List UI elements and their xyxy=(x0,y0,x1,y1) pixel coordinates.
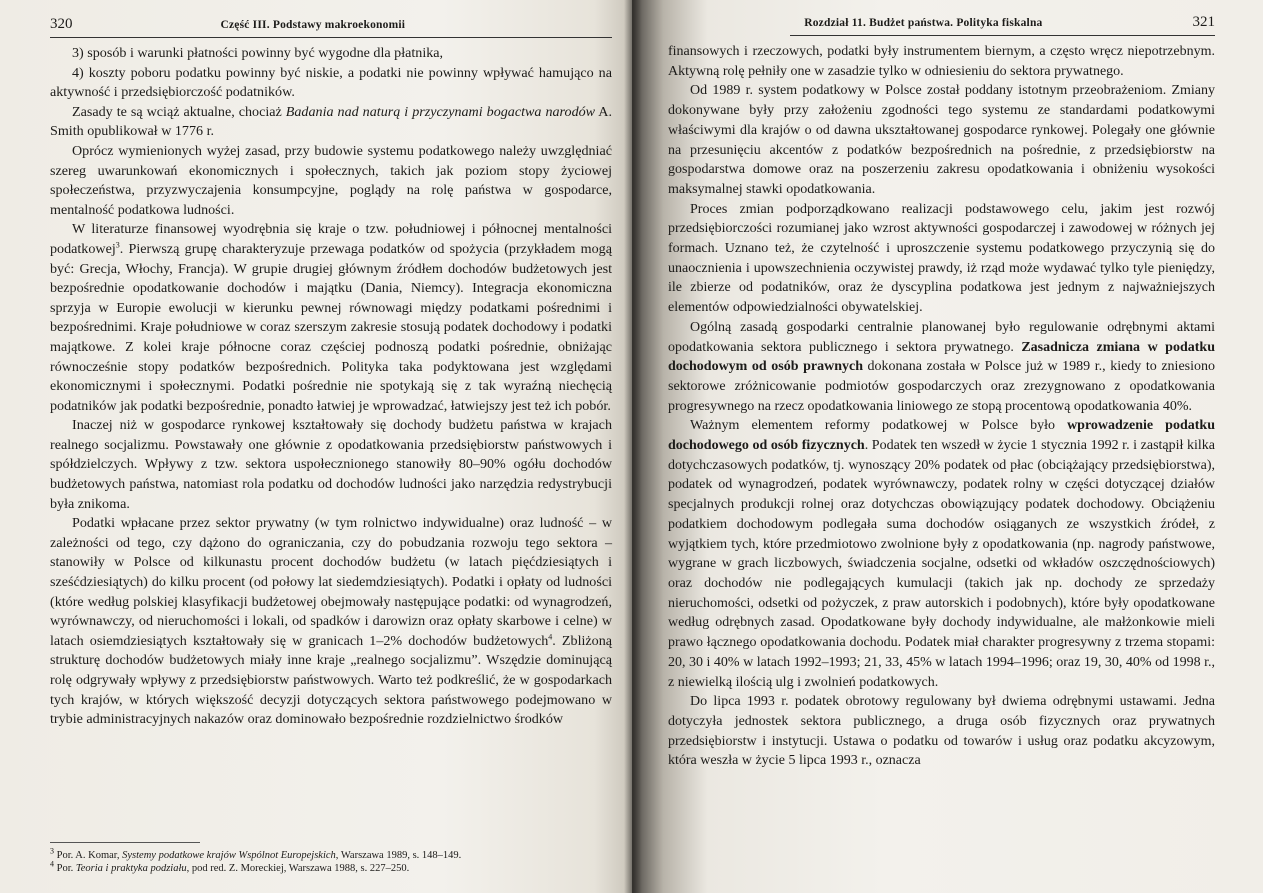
paragraph xyxy=(50,142,612,220)
right-running-title: Rozdział 11. Budżet państwa. Polityka fiskalna xyxy=(804,17,1043,29)
bold-term: Zasadnicza zmiana w podatku dochodowym od osób prawnych xyxy=(668,339,1215,375)
italic-title: Systemy podatkowe krajów Wspólnot Europejskich xyxy=(122,850,336,861)
footnote-rule xyxy=(50,842,200,843)
text-run: , pod red. Z. Moreckiej, Warszawa 1988, s. 227–250. xyxy=(186,863,410,874)
text-run: . Zbliżoną strukturę dochodów budżetowych miały inne kraje „realnego socjalizmu”. Wszędzie dominującą rolę odgrywały wpływy z przedsiębiorstw państwowych. Warto też podkreślić, że w gospodarkach tych krajów, w których większość decyzji dotyczących sektora państwowego podejmowano w trybie administracyjnych nakazów oraz dominowało bezpośrednie rozdzielnictwo środków xyxy=(50,632,613,728)
text-run: Zasady te są wciąż aktualne, chociaż xyxy=(72,103,286,120)
text-run: A. Smith opublikował w 1776 r. xyxy=(50,103,612,140)
footnote-marker: 3 xyxy=(50,846,54,856)
paragraph xyxy=(50,103,612,142)
footnote xyxy=(50,846,612,862)
paragraph xyxy=(668,200,1215,318)
left-running-title: Część III. Podstawy makroekonomii xyxy=(220,19,406,31)
text-run: 3) sposób i warunki płatności powinny być wygodne dla płatnika, xyxy=(72,45,444,61)
left-body-text xyxy=(50,44,612,730)
right-body-text xyxy=(650,42,1215,771)
right-page-number: 321 xyxy=(1192,14,1215,30)
text-run: , Warszawa 1989, s. 148–149. xyxy=(335,850,462,861)
text-run: finansowych i rzeczowych, podatki były instrumentem biernym, a często wręcz niepotrzebnym. Aktywną rolę pełniły one w zasadzie tylko w odniesieniu do sektora prywatnego. xyxy=(668,44,1215,79)
paragraph xyxy=(50,416,612,514)
left-running-head xyxy=(50,16,612,38)
right-running-head xyxy=(790,14,1215,36)
text-run: Ważnym elementem reformy podatkowej w Polsce było xyxy=(690,418,1068,434)
paragraph xyxy=(50,44,612,64)
bold-term: wprowadzenie podatku dochodowego od osób fizycznych xyxy=(668,418,1215,454)
footnote-list xyxy=(50,846,612,875)
right-page xyxy=(632,0,1263,893)
paragraph xyxy=(668,42,1215,81)
text-run: Do lipca 1993 r. podatek obrotowy regulowany był dwiema odrębnymi ustawami. Jedna dotyczyła jednostek sektora publicznego, a druga osób fizycznych oraz prywatnych przedsiębiorstw i instytucji. Ustawa o podatku od towarów i usług oraz podatku akcyzowym, która weszła w życie 5 lipca 1993 r., oznacza xyxy=(668,694,1215,769)
paragraph xyxy=(50,514,612,730)
text-run: Por. xyxy=(54,863,76,874)
italic-title: Teoria i praktyka podziału xyxy=(75,863,187,874)
text-run: dokonana została w Polsce już w 1989 r., kiedy to zniesiono sektorowe zróżnicowanie podmiotów gospodarczych oraz zrezygnowano z opodatkowania progresywnego na rzecz opodatkowania liniowego ze stopą procentową opodatkowania 40%. xyxy=(668,359,1215,414)
footnote-marker: 3 xyxy=(115,240,120,250)
italic-title: Badania nad naturą i przyczynami bogactwa narodów xyxy=(285,103,596,120)
text-run: Oprócz wymienionych wyżej zasad, przy budowie systemu podatkowego należy uwzględniać szereg uwarunkowań ekonomicznych i społecznych, takich jak poziom stopy życiowej społeczeństwa, przyzwyczajenia konsumpcyjne, poglądy na rolę państwa w gospodarce, mentalność podatkowa ludności. xyxy=(50,142,612,218)
text-run: . Podatek ten wszedł w życie 1 stycznia 1992 r. i zastąpił kilka dotychczasowych podatków, tj. wynoszący 20% podatek od płac (obciążający przedsiębiorstwa), podatek od wynagrodzeń, podatek wyrównawczy, podatek rolny w części dotyczącej działów specjalnych produkcji rolnej oraz dotychczas obowiązujący podatek dochodowy. Obciążeniu podatkiem dochodowym podlegała suma dochodów osiąganych ze wszystkich źródeł, z wyjątkiem tych, które przedmiotowo zwolnione były z opodatkowania (np. nagrody państwowe, wygrane w grach liczbowych, świadczenia socjalne, odsetki od wkładów oszczędnościowych) oraz dochodów nie podlegających kumulacji (takich jak np. dochody ze sprzedaży nieruchomości, odsetki od pożyczek, z praw autorskich i podobnych), które były opodatkowane według odrębnych zasad. Opodatkowane były dochody indywidualne, ale małżonkowie mieli prawo łącznego opodatkowania dochodu. Podatek miał charakter progresywny z trzema stopami: 20, 30 i 40% w latach 1992–1993; 21, 33, 45% w latach 1994–1996; oraz 19, 30, 40% od 1998 r., z niewielką ilością ulg i zwolnień podatkowych. xyxy=(668,438,1216,690)
text-run: . Pierwszą grupę charakteryzuje przewaga podatków od spożycia (przykładem mogą być: Grecja, Włochy, Francja). W grupie drugiej głównym źródłem dochodów budżetowych jest bezpośrednie opodatkowanie dochodów i majątku (Dania, Niemcy). Integracja ekonomiczna sprzyja w Europie ewolucji w kierunku pewnej równowagi między podatkami pośrednimi i bezpośrednimi. Kraje południowe w coraz szerszym zakresie stosują podatek dochodowy i podatki majątkowe. Z kolei kraje północne coraz częściej podnoszą podatki pośrednie, obniżając równocześnie stopy podatków bezpośrednich. Polityka taka podyktowana jest względami ekonomicznymi i społecznymi. Podatki pośrednie nie spotykają się z tak wyraźną niechęcią podatników jak podatki bezpośrednie, ponadto łatwiej je wprowadzać, łatwiejszy jest też ich pobór. xyxy=(50,240,612,414)
footnote-marker: 4 xyxy=(50,859,54,869)
text-run: Inaczej niż w gospodarce rynkowej kształtowały się dochody budżetu państwa w krajach realnego socjalizmu. Powstawały one głównie z opodatkowania przedsiębiorstw państwowych i spółdzielczych. Wpływy z tzw. sektora uspołecznionego stanowiły 80–90% ogółu dochodów budżetowych państwa, natomiast rola podatku od dochodów ludności jako narzędzia redystrybucji była znikoma. xyxy=(50,417,612,512)
paragraph xyxy=(668,692,1215,771)
paragraph xyxy=(50,220,612,416)
footnote xyxy=(50,859,612,875)
footnote-marker: 4 xyxy=(548,632,553,642)
text-run: Por. A. Komar, xyxy=(54,850,123,861)
paragraph xyxy=(668,81,1215,199)
text-run: W literaturze finansowej wyodrębnia się kraje o tzw. południowej i północnej mentalności podatkowej xyxy=(50,221,612,257)
text-run: Proces zmian podporządkowano realizacji podstawowego celu, jakim jest rozwój przedsiębiorczości rozumianej jako wzrost aktywności gospodarczej i zawodowej w różnych jej formach. Uznano też, że czytelność i uproszczenie systemu podatkowego przyczynią się do unaocznienia i upowszechnienia oczywistej prawdy, iż rząd może wydawać tylko tyle pieniędzy, ile zbierze od podatników, oraz że dyscyplina podatkowa jest jednym z najważniejszych elementów odpowiedzialności obywatelskiej. xyxy=(668,201,1215,316)
text-run: 4) koszty poboru podatku powinny być niskie, a podatki nie powinny wpływać hamująco na aktywność i przedsiębiorczość podatników. xyxy=(50,64,612,101)
text-run: Ogólną zasadą gospodarki centralnie planowanej było regulowanie odrębnymi aktami opodatkowania sektora publicznego i sektora prywatnego. xyxy=(668,319,1215,355)
left-page-number: 320 xyxy=(50,16,73,32)
paragraph xyxy=(668,416,1215,692)
footnotes xyxy=(50,842,612,875)
text-run: Od 1989 r. system podatkowy w Polsce został poddany istotnym przeobrażeniom. Zmiany dokonywane były przy założeniu zgodności tego systemu ze standardami podatkowymi właściwymi dla krajów o od dawna ukształtowanej gospodarce rynkowej. Polegały one głównie na przesunięciu akcentów z podatków bezpośrednich na pośrednie, z przedsiębiorstw na gospodarstwa domowe oraz na poszerzeniu zakresu opodatkowania i obniżeniu wysokości maksymalnej stawki opodatkowania. xyxy=(668,83,1215,197)
text-run: Podatki wpłacane przez sektor prywatny (w tym rolnictwo indywidualne) oraz ludność – w zależności od tego, czy dążono do ograniczania, czy do pobudzania rozwoju tego sektora – stanowiły w Polsce od kilkunastu procent dochodów budżetu (w latach pięćdziesiątych i sześćdziesiątych) do kilku procent (od połowy lat siedemdziesiątych). Podatki i opłaty od ludności (które według polskiej klasyfikacji budżetowej obejmowały następujące podatki: od wynagrodzeń, wyrównawczy, od nieruchomości i lokali, od spadków i darowizn oraz opłaty skarbowe i celne) w latach osiemdziesiątych kształtowały się w granicach 1–2% dochodów budżetowych xyxy=(50,515,612,649)
paragraph xyxy=(50,64,612,103)
paragraph xyxy=(668,318,1215,417)
